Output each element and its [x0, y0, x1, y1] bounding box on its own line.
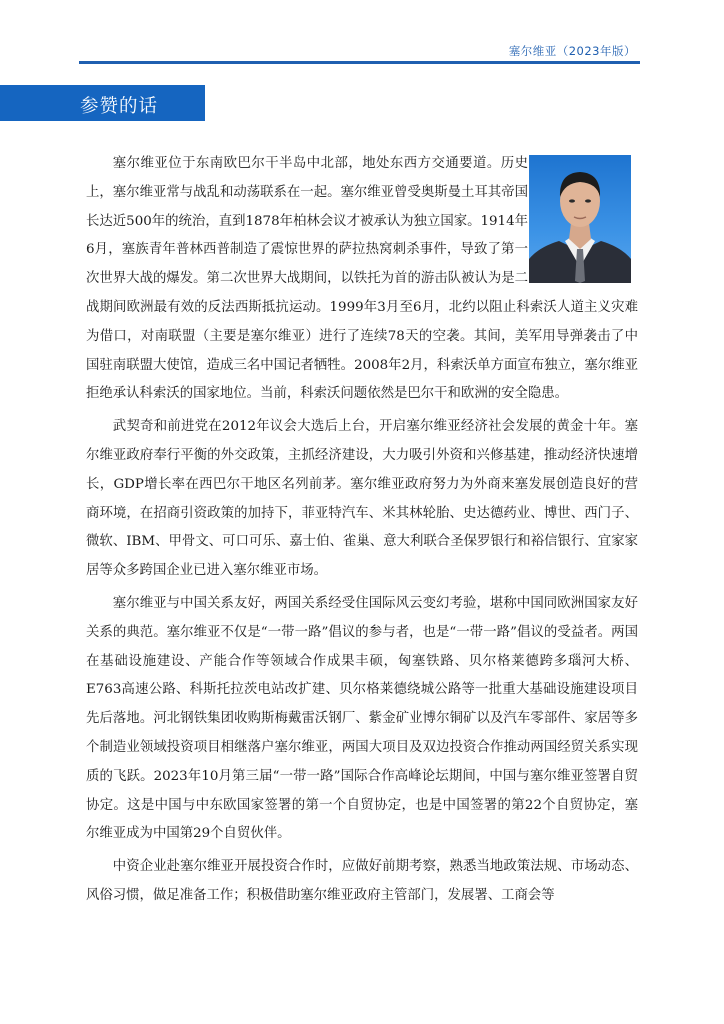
paragraph-history: 塞尔维亚位于东南欧巴尔干半岛中北部，地处东西方交通要道。历史上，塞尔维亚常与战乱和动荡联系在一起。塞尔维亚曾受奥斯曼土耳其帝国长达近500年的统治，直到1878年柏林会议才被承认为独立国家。1914年6月，塞族青年普林西普制造了震惊世界的萨拉热窝刺杀事件，导致了第一次世界大战的爆发。第二次世界大战期间，以铁托为首的游击队被认为是二战期间欧洲最有效的反法西斯抵抗运动。1999年3月至6月，北约以阻止科索沃人道主义灾难为借口，对南联盟（主要是塞尔维亚）进行了连续78天的空袭。其间，美军用导弹袭击了中国驻南联盟大使馆，造成三名中国记者牺牲。2008年2月，科索沃单方面宣布独立，塞尔维亚拒绝承认科索沃的国家地位。当前，科索沃问题依然是巴尔干和欧洲的安全隐患。	[86, 156, 638, 402]
article-body	[86, 150, 638, 915]
paragraph-economy: 武契奇和前进党在2012年议会大选后上台，开启塞尔维亚经济社会发展的黄金十年。塞尔维亚政府奉行平衡的外交政策，主抓经济建设，大力吸引外资和兴修基建，推动经济快速增长，GDP增长率在西巴尔干地区名列前茅。塞尔维亚政府努力为外商来塞发展创造良好的营商环境，在招商引资政策的加持下，菲亚特汽车、米其林轮胎、史达德药业、博世、西门子、微软、IBM、甲骨文、可口可乐、嘉士伯、雀巢、意大利联合圣保罗银行和裕信银行、宜家家居等众多跨国企业已进入塞尔维亚市场。	[86, 419, 638, 579]
header-rule	[79, 61, 640, 64]
portrait-float-space	[528, 150, 638, 286]
section-title: 参赞的话	[80, 96, 159, 117]
paragraph-investment-advice: 中资企业赴塞尔维亚开展投资合作时，应做好前期考察，熟悉当地政策法规、市场动态、风俗习惯，做足准备工作；积极借助塞尔维亚政府主管部门，发展署、工商会等	[86, 859, 638, 903]
paragraph-china-relations: 塞尔维亚与中国关系友好，两国关系经受住国际风云变幻考验，堪称中国同欧洲国家友好关系的典范。塞尔维亚不仅是“一带一路”倡议的参与者，也是“一带一路”倡议的受益者。两国在基础设施建设、产能合作等领域合作成果丰硕，匈塞铁路、贝尔格莱德跨多瑙河大桥、E763高速公路、科斯托拉茨电站改扩建、贝尔格莱德绕城公路等一批重大基础设施建设项目先后落地。河北钢铁集团收购斯梅戴雷沃钢厂、紫金矿业博尔铜矿以及汽车零部件、家居等多个制造业领域投资项目相继落户塞尔维亚，两国大项目及双边投资合作推动两国经贸关系实现质的飞跃。2023年10月第三届“一带一路”国际合作高峰论坛期间，中国与塞尔维亚签署自贸协定。这是中国与中东欧国家签署的第一个自贸协定，也是中国签署的第22个自贸协定，塞尔维亚成为中国第29个自贸伙伴。	[86, 595, 638, 842]
running-header: 塞尔维亚（2023年版）	[508, 44, 636, 58]
